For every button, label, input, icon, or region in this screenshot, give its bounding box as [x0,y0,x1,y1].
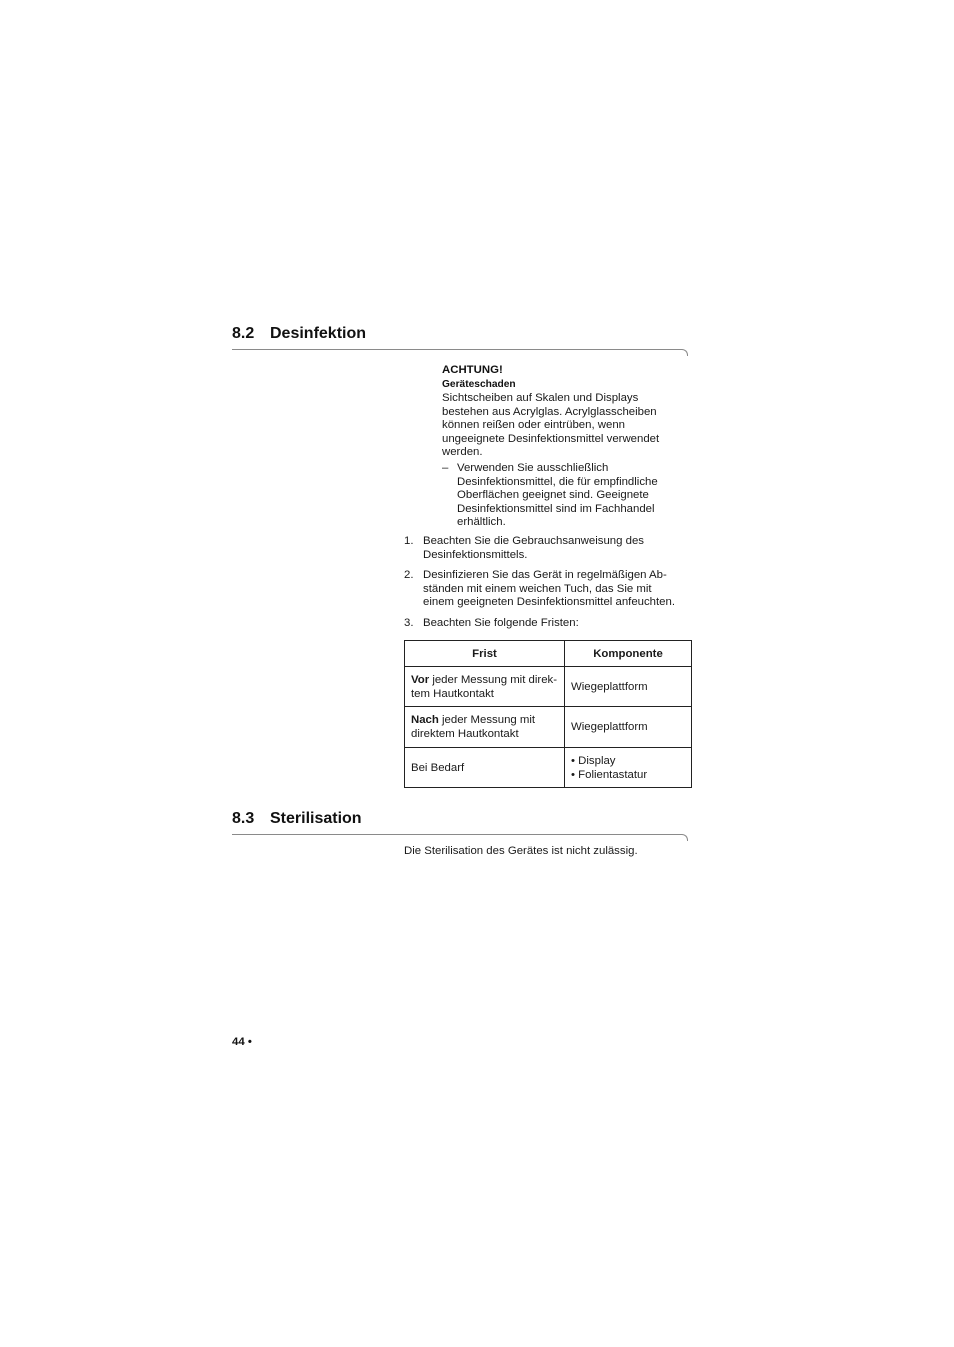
table-header-row [405,641,692,667]
frist-bold: Nach [411,714,439,726]
table-row [405,748,692,788]
section-heading-8-2 [232,325,366,343]
step-line: Beachten Sie die Gebrauchsanweisung des [423,535,644,547]
komponente-item: • Folientastatur [571,768,648,781]
table-cell-frist [405,748,565,788]
warning-text [442,392,692,460]
komponente-item: Wiegeplattform [571,721,648,733]
section-title: Sterilisation [270,810,362,827]
warning-block [442,363,692,530]
warning-dash-line: Oberflächen geeignet sind. Geeignete [457,489,649,502]
warning-title: ACHTUNG! [442,364,503,376]
frist-text: direktem Hautkontakt [411,728,519,740]
warning-text-line: werden. [442,446,483,459]
step-line: ständen mit einem weichen Tuch, das Sie mit [423,582,652,595]
step-text [423,535,693,562]
frist-text: tem Hautkontakt [411,687,494,700]
sterilisation-text: Die Sterilisation des Gerätes ist nicht zulässig. [404,845,638,857]
step-line: Desinfektionsmittels. [423,548,528,561]
warning-text-line: können reißen oder eintrüben, wenn [442,419,626,432]
section-heading-8-3 [232,810,362,828]
section-number: 8.2 [232,325,255,342]
warning-dash-line: Desinfektionsmittel, die für empfindliche [457,475,658,488]
frist-text: Bei Bedarf [411,761,465,774]
warning-text-line: Sichtscheiben auf Skalen und Displays [442,392,639,404]
frist-bold: Vor [411,673,430,686]
step-number: 1. [404,535,414,547]
fristen-table [404,640,692,788]
komponente-item: • Display [571,754,616,767]
table-row [405,667,692,707]
section-rule-hook [681,349,688,356]
section-title: Desinfektion [270,325,367,342]
table-cell-frist [405,707,565,748]
warning-text-line: bestehen aus Acrylglas. Acrylglasscheiben [442,405,657,418]
warning-text-line: ungeeignete Desinfektionsmittel verwendet [442,432,660,445]
table-row [405,707,692,748]
frist-text: jeder Messung mit [438,714,536,726]
table-cell-komponente [565,667,692,707]
warning-dash-line: erhältlich. [457,516,506,529]
warning-dash-item [442,462,692,530]
table-header-komponente: Komponente [565,641,692,667]
section-rule [232,834,681,835]
step-number: 2. [404,569,414,581]
step-line: Beachten Sie folgende Fristen: [423,617,579,629]
table-header-frist: Frist [405,641,565,667]
step-line: einem geeigneten Desinfektionsmittel anfeuchten. [423,596,676,609]
section-number: 8.3 [232,810,255,827]
warning-dash-line: Desinfektionsmittel sind im Fachhandel [457,502,655,515]
step-text [423,569,693,610]
step-text [423,617,693,631]
section-rule [232,349,681,350]
step-number: 3. [404,617,414,629]
table-cell-frist [405,667,565,707]
frist-text: jeder Messung mit direk- [429,673,558,686]
warning-subtitle: Geräteschaden [442,379,516,390]
warning-dash-line: Verwenden Sie ausschließlich [457,461,609,474]
step-line: Desinfizieren Sie das Gerät in regelmäßigen Ab- [423,569,667,581]
page-number: 44 • [232,1036,252,1048]
komponente-item: Wiegeplattform [571,680,648,693]
section-rule-hook [681,834,688,841]
table-cell-komponente [565,707,692,748]
table-cell-komponente [565,748,692,788]
dash-marker: – [442,461,449,474]
